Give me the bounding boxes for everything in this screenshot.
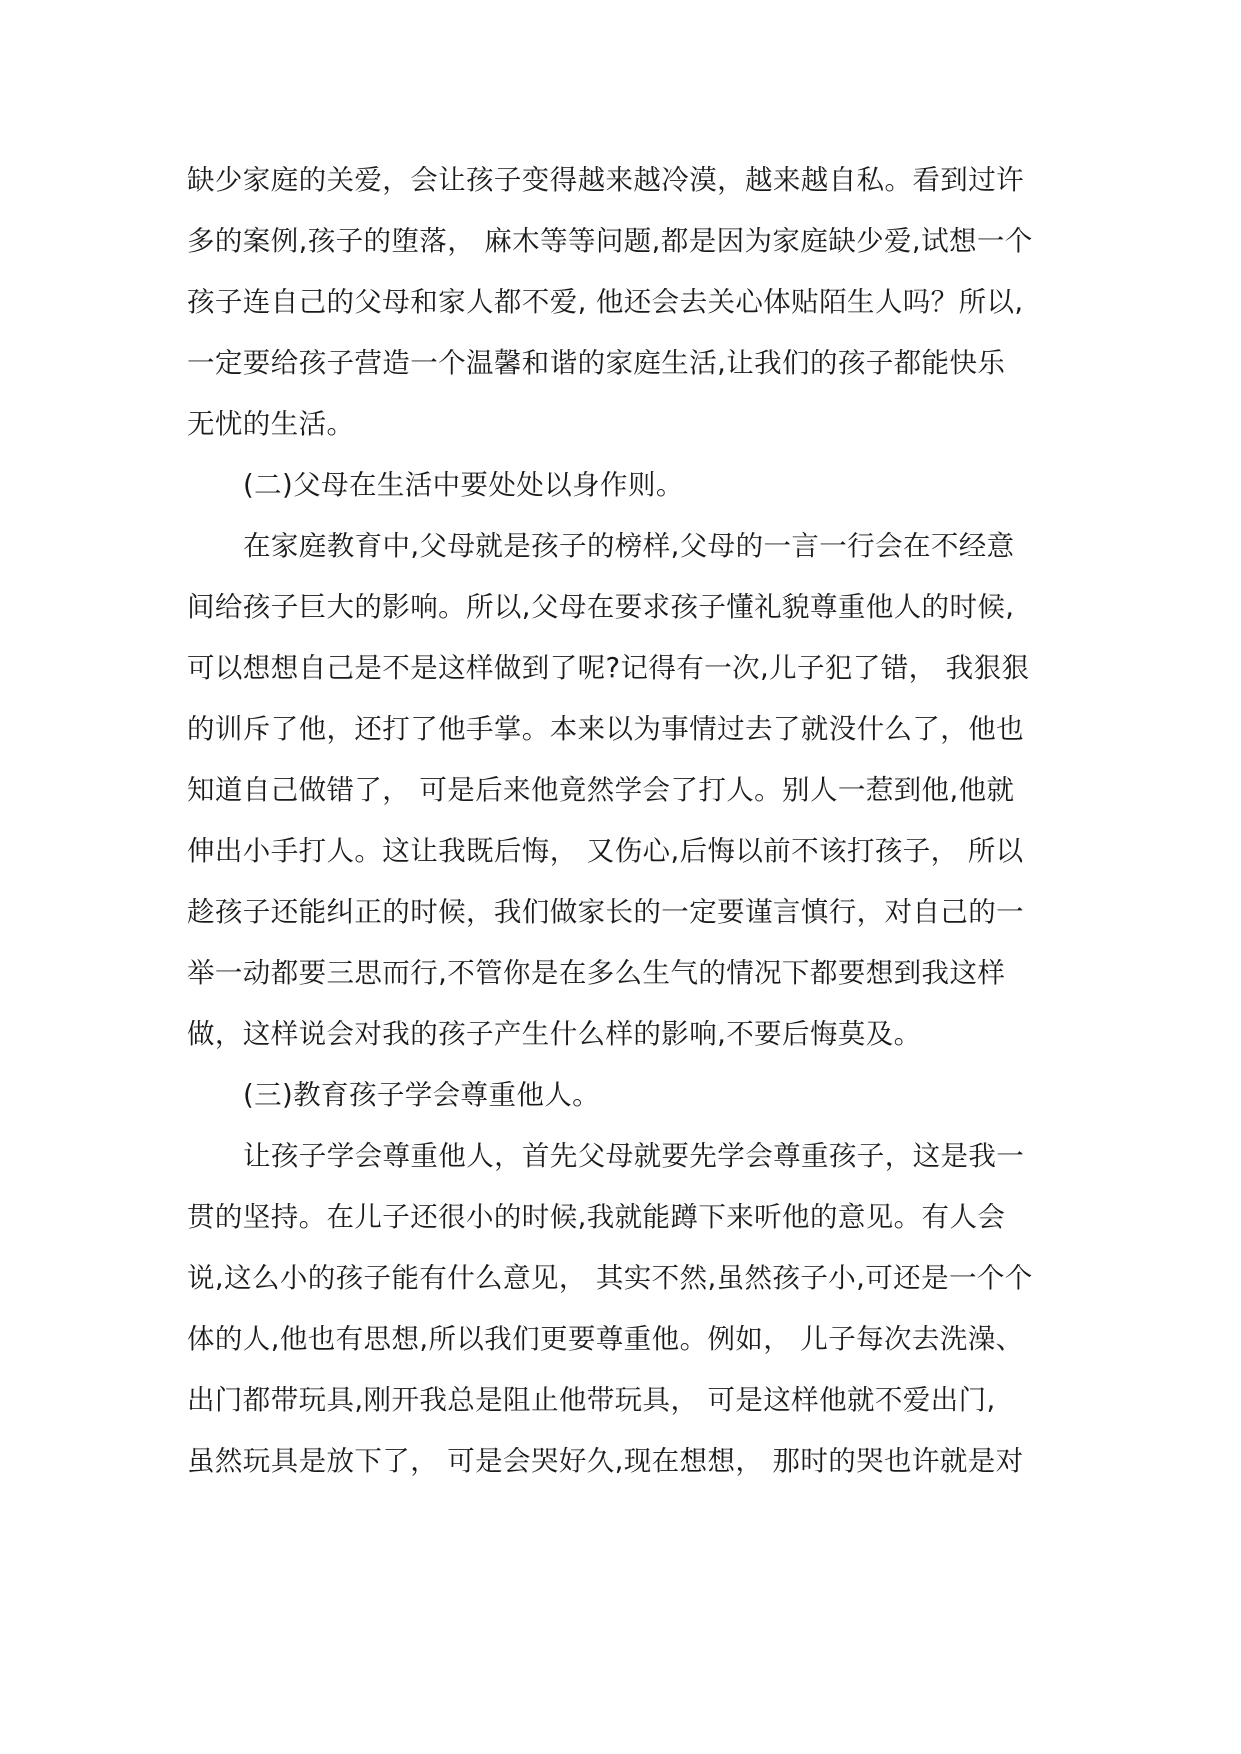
text-line: 出门都带玩具,刚开我总是阻止他带玩具， 可是这样他就不爱出门, <box>187 1384 996 1416</box>
text-line: 孩子连自己的父母和家人都不爱, 他还会去关心体贴陌生人吗？所以, <box>187 286 1024 318</box>
text-line: 趁孩子还能纠正的时候，我们做家长的一定要谨言慎行，对自己的一 <box>187 896 1024 928</box>
text-line: 多的案例,孩子的堕落， 麻木等等问题,都是因为家庭缺少爱,试想一个 <box>187 225 1033 257</box>
text-line: 缺少家庭的关爱，会让孩子变得越来越冷漠，越来越自私。看到过许 <box>187 164 1024 196</box>
text-line: 伸出小手打人。这让我既后悔， 又伤心,后悔以前不该打孩子， 所以 <box>187 835 1024 867</box>
paragraph-start-line: (二)父母在生活中要处处以身作则。 <box>243 469 684 501</box>
paragraph-start-line: 让孩子学会尊重他人，首先父母就要先学会尊重孩子，这是我一 <box>243 1140 1025 1172</box>
text-line: 说,这么小的孩子能有什么意见， 其实不然,虽然孩子小,可还是一个个 <box>187 1262 1033 1294</box>
text-line: 体的人,他也有思想,所以我们更要尊重他。例如， 儿子每次去洗澡、 <box>187 1323 1024 1355</box>
text-line: 做，这样说会对我的孩子产生什么样的影响,不要后悔莫及。 <box>187 1018 922 1050</box>
text-line: 间给孩子巨大的影响。所以,父母在要求孩子懂礼貌尊重他人的时候, <box>187 591 1015 623</box>
text-line: 贯的坚持。在儿子还很小的时候,我就能蹲下来听他的意见。有人会 <box>187 1201 1006 1233</box>
text-line: 虽然玩具是放下了， 可是会哭好久,现在想想， 那时的哭也许就是对 <box>187 1445 1024 1477</box>
text-line: 知道自己做错了， 可是后来他竟然学会了打人。别人一惹到他,他就 <box>187 774 1015 806</box>
text-line: 无忧的生活。 <box>187 408 355 440</box>
text-line: 一定要给孩子营造一个温馨和谐的家庭生活,让我们的孩子都能快乐 <box>187 347 1006 379</box>
body-text <box>187 150 1057 1492</box>
text-line: 可以想想自己是不是这样做到了呢?记得有一次,儿子犯了错， 我狠狠 <box>187 652 1030 684</box>
paragraph-start-line: (三)教育孩子学会尊重他人。 <box>243 1079 601 1111</box>
paragraph-start-line: 在家庭教育中,父母就是孩子的榜样,父母的一言一行会在不经意 <box>243 530 1015 562</box>
text-line: 的训斥了他，还打了他手掌。本来以为事情过去了就没什么了，他也 <box>187 713 1024 745</box>
text-line: 举一动都要三思而行,不管你是在多么生气的情况下都要想到我这样 <box>187 957 1006 989</box>
